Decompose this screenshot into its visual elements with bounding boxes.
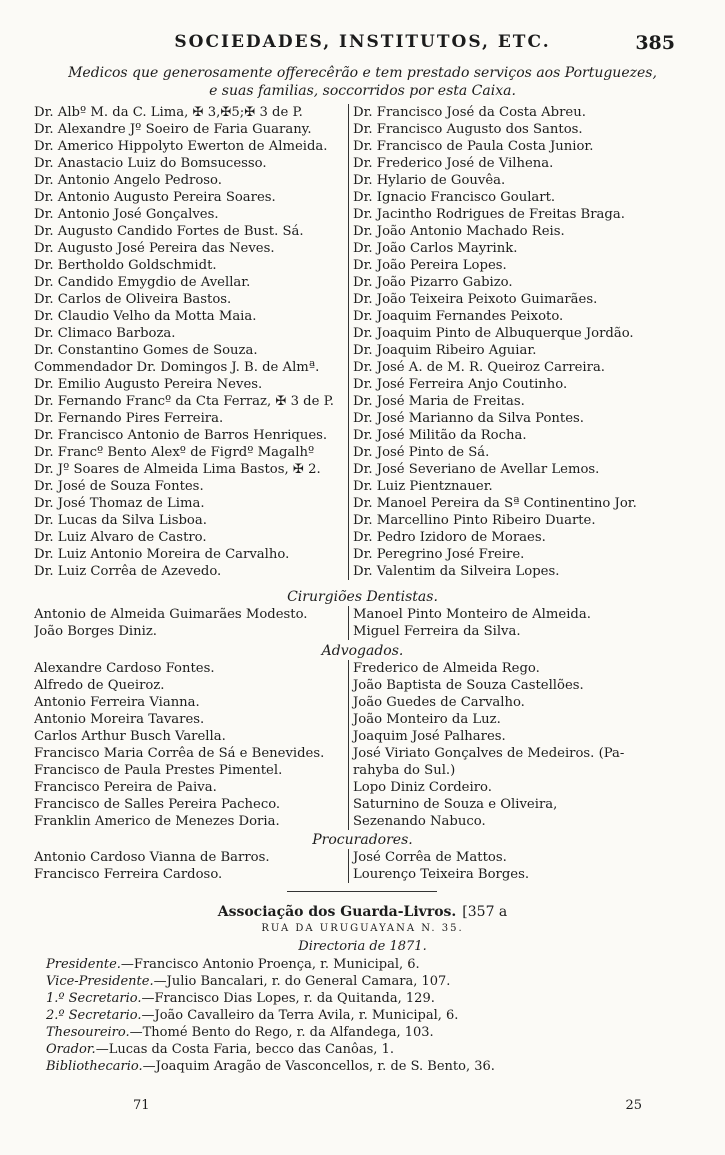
right-column-entry: Dr. José Severiano de Avellar Lemos. <box>348 461 692 478</box>
right-column-entry: Dr. José Pinto de Sá. <box>348 444 692 461</box>
left-column-entry: Dr. Luiz Antonio Moreira de Carvalho. <box>34 547 290 562</box>
left-column-entry: Dr. Albº M. da C. Lima, ✠ 3,✠5;✠ 3 de P. <box>34 105 303 120</box>
left-column-entry: Dr. Americo Hippolyto Ewerton de Almeida. <box>34 139 328 154</box>
medicos-list <box>34 104 692 580</box>
officer-entry <box>46 990 686 1007</box>
left-column-entry: Dr. Alexandre Jº Soeiro de Faria Guarany. <box>34 122 312 137</box>
list-row <box>34 325 692 342</box>
right-column-entry: Dr. José A. de M. R. Queiroz Carreira. <box>348 359 692 376</box>
right-column-entry: Frederico de Almeida Rego. <box>348 660 692 677</box>
left-column-entry: Dr. José Thomaz de Lima. <box>34 496 205 511</box>
left-column-entry: Dr. Luiz Alvaro de Castro. <box>34 530 207 545</box>
right-column-entry: Dr. João Antonio Machado Reis. <box>348 223 692 240</box>
left-column-entry: João Borges Diniz. <box>34 624 158 639</box>
left-column-entry: Dr. Carlos de Oliveira Bastos. <box>34 292 232 307</box>
left-column-entry: Dr. Bertholdo Goldschmidt. <box>34 258 217 273</box>
list-row <box>34 138 692 155</box>
officer-role: 1.º Secretario. <box>46 991 142 1006</box>
left-column-entry: Francisco Maria Corrêa de Sá e Benevides. <box>34 746 325 761</box>
officer-entry <box>46 1024 686 1041</box>
cirurgioes-heading: Cirurgiões Dentistas. <box>287 589 438 605</box>
left-column-entry: Dr. Francisco Antonio de Barros Henriques. <box>34 428 328 443</box>
right-column-entry: Manoel Pinto Monteiro de Almeida. <box>348 606 692 623</box>
left-column-entry: Francisco Ferreira Cardoso. <box>34 867 223 882</box>
officer-role: 2.º Secretario. <box>46 1008 142 1023</box>
list-row <box>34 206 692 223</box>
section-divider <box>287 891 437 892</box>
right-column-entry: Dr. Joaquim Fernandes Peixoto. <box>348 308 692 325</box>
procuradores-heading: Procuradores. <box>312 832 413 848</box>
officer-name: —Francisco Antonio Proença, r. Municipal, 6. <box>120 957 420 972</box>
left-column-entry: Antonio Moreira Tavares. <box>34 712 205 727</box>
right-column-entry: José Viriato Gonçalves de Medeiros. (Pa- <box>348 745 692 762</box>
right-column-entry: Dr. João Teixeira Peixoto Guimarães. <box>348 291 692 308</box>
officer-entry <box>46 1041 686 1058</box>
intro-line-2: e suas familias, soccorridos por esta Caixa. <box>209 83 516 99</box>
left-column-entry: Dr. Constantino Gomes de Souza. <box>34 343 258 358</box>
footer-signature-right: 25 <box>625 1098 642 1113</box>
officer-name: —Joaquim Aragão de Vasconcellos, r. de S. Bento, 36. <box>142 1059 495 1074</box>
associacao-title <box>0 902 725 922</box>
list-row <box>34 728 692 745</box>
list-row <box>34 745 692 762</box>
list-row <box>34 121 692 138</box>
right-column-entry: Dr. Francisco de Paula Costa Junior. <box>348 138 692 155</box>
officer-name: —Lucas da Costa Faria, becco das Canôas, 1. <box>95 1042 394 1057</box>
procuradores-list <box>34 849 692 883</box>
right-column-entry: Dr. Frederico José de Vilhena. <box>348 155 692 172</box>
list-row <box>34 393 692 410</box>
right-column-entry: João Guedes de Carvalho. <box>348 694 692 711</box>
list-row <box>34 849 692 866</box>
officer-name: —Julio Bancalari, r. do General Camara, 107. <box>153 974 451 989</box>
left-column-entry: Dr. Antonio Augusto Pereira Soares. <box>34 190 276 205</box>
associacao-address: RUA DA URUGUAYANA N. 35. <box>261 923 464 934</box>
advogados-list <box>34 660 692 830</box>
list-row <box>34 478 692 495</box>
right-column-entry: Dr. Francisco Augusto dos Santos. <box>348 121 692 138</box>
list-row <box>34 223 692 240</box>
list-row <box>34 376 692 393</box>
officer-entry <box>46 956 686 973</box>
officer-entry <box>46 1058 686 1075</box>
left-column-entry: Antonio Ferreira Vianna. <box>34 695 200 710</box>
page-header <box>40 32 685 58</box>
right-column-entry: Lopo Diniz Cordeiro. <box>348 779 692 796</box>
officer-entry <box>46 1007 686 1024</box>
right-column-entry: Dr. José Maria de Freitas. <box>348 393 692 410</box>
left-column-entry: Dr. Francº Bento Alexº de Figrdº Magalhº <box>34 445 315 460</box>
right-column-entry: Saturnino de Souza e Oliveira, <box>348 796 692 813</box>
right-column-entry: João Baptista de Souza Castellões. <box>348 677 692 694</box>
left-column-entry: Alexandre Cardoso Fontes. <box>34 661 215 676</box>
officer-role: Bibliothecario. <box>46 1059 143 1074</box>
left-column-entry: Francisco de Salles Pereira Pacheco. <box>34 797 281 812</box>
right-column-entry: Dr. José Ferreira Anjo Coutinho. <box>348 376 692 393</box>
left-column-entry: Dr. Jº Soares de Almeida Lima Bastos, ✠ 2. <box>34 462 321 477</box>
left-column-entry: Francisco de Paula Prestes Pimentel. <box>34 763 283 778</box>
list-row <box>34 694 692 711</box>
list-row <box>34 660 692 677</box>
left-column-entry: Dr. Claudio Velho da Motta Maia. <box>34 309 257 324</box>
list-row <box>34 563 692 580</box>
list-row <box>34 427 692 444</box>
left-column-entry: Dr. Luiz Corrêa de Azevedo. <box>34 564 222 579</box>
officer-role: Orador. <box>46 1042 96 1057</box>
left-column-entry: Antonio Cardoso Vianna de Barros. <box>34 850 270 865</box>
page-number: 385 <box>635 32 675 54</box>
right-column-entry: Dr. Francisco José da Costa Abreu. <box>348 104 692 121</box>
list-row <box>34 762 692 779</box>
cirurgioes-list <box>34 606 692 640</box>
officer-role: Vice-Presidente. <box>46 974 154 989</box>
advogados-heading: Advogados. <box>321 643 404 659</box>
officer-role: Thesoureiro. <box>46 1025 130 1040</box>
list-row <box>34 257 692 274</box>
right-column-entry: Dr. João Pereira Lopes. <box>348 257 692 274</box>
right-column-entry: Dr. Manoel Pereira da Sª Continentino Jor. <box>348 495 692 512</box>
list-row <box>34 495 692 512</box>
left-column-entry: Dr. Antonio Angelo Pedroso. <box>34 173 222 188</box>
list-row <box>34 606 692 623</box>
left-column-entry: Dr. Augusto José Pereira das Neves. <box>34 241 275 256</box>
left-column-entry: Dr. José de Souza Fontes. <box>34 479 204 494</box>
right-column-entry: Dr. Peregrino José Freire. <box>348 546 692 563</box>
right-column-entry: Dr. José Militão da Rocha. <box>348 427 692 444</box>
list-row <box>34 342 692 359</box>
left-column-entry: Dr. Augusto Candido Fortes de Bust. Sá. <box>34 224 304 239</box>
directoria-heading: Directoria de 1871. <box>298 939 427 954</box>
right-column-entry: Dr. Valentim da Silveira Lopes. <box>348 563 692 580</box>
list-row <box>34 677 692 694</box>
officer-name: —Thomé Bento do Rego, r. da Alfandega, 103. <box>129 1025 434 1040</box>
list-row <box>34 155 692 172</box>
associacao-number: [357 a <box>462 904 508 920</box>
right-column-entry: Sezenando Nabuco. <box>348 813 692 830</box>
list-row <box>34 546 692 563</box>
right-column-entry: Lourenço Teixeira Borges. <box>348 866 692 883</box>
left-column-entry: Dr. Lucas da Silva Lisboa. <box>34 513 207 528</box>
left-column-entry: Dr. Climaco Barboza. <box>34 326 176 341</box>
left-column-entry: Francisco Pereira de Paiva. <box>34 780 217 795</box>
left-column-entry: Carlos Arthur Busch Varella. <box>34 729 226 744</box>
list-row <box>34 172 692 189</box>
associacao-name: Associação dos Guarda-Livros. <box>217 904 457 920</box>
left-column-entry: Dr. Candido Emygdio de Avellar. <box>34 275 251 290</box>
right-column-entry: Dr. Marcellino Pinto Ribeiro Duarte. <box>348 512 692 529</box>
footer-signature-left: 71 <box>133 1098 150 1113</box>
intro-line-1: Medicos que generosamente offerecêrão e tem prestado serviços aos Portuguezes, <box>68 65 657 81</box>
right-column-entry: rahyba do Sul.) <box>348 762 692 779</box>
right-column-entry: Dr. Pedro Izidoro de Moraes. <box>348 529 692 546</box>
left-column-entry: Dr. Antonio José Gonçalves. <box>34 207 219 222</box>
running-title: SOCIEDADES, INSTITUTOS, ETC. <box>174 32 551 52</box>
right-column-entry: Dr. José Marianno da Silva Pontes. <box>348 410 692 427</box>
list-row <box>34 189 692 206</box>
list-row <box>34 359 692 376</box>
left-column-entry: Dr. Emilio Augusto Pereira Neves. <box>34 377 263 392</box>
right-column-entry: José Corrêa de Mattos. <box>348 849 692 866</box>
list-row <box>34 529 692 546</box>
right-column-entry: Joaquim José Palhares. <box>348 728 692 745</box>
right-column-entry: Dr. Jacintho Rodrigues de Freitas Braga. <box>348 206 692 223</box>
left-column-entry: Antonio de Almeida Guimarães Modesto. <box>34 607 308 622</box>
officers-list <box>46 956 686 1075</box>
officer-name: —João Cavalleiro da Terra Avila, r. Municipal, 6. <box>141 1008 459 1023</box>
right-column-entry: Dr. Ignacio Francisco Goulart. <box>348 189 692 206</box>
left-column-entry: Dr. Fernando Pires Ferreira. <box>34 411 224 426</box>
list-row <box>34 813 692 830</box>
list-row <box>34 444 692 461</box>
list-row <box>34 104 692 121</box>
list-row <box>34 512 692 529</box>
section-intro <box>28 64 697 100</box>
list-row <box>34 779 692 796</box>
list-row <box>34 308 692 325</box>
list-row <box>34 796 692 813</box>
officer-name: —Francisco Dias Lopes, r. da Quitanda, 129. <box>141 991 435 1006</box>
list-row <box>34 291 692 308</box>
right-column-entry: João Monteiro da Luz. <box>348 711 692 728</box>
right-column-entry: Dr. João Carlos Mayrink. <box>348 240 692 257</box>
right-column-entry: Dr. Hylario de Gouvêa. <box>348 172 692 189</box>
left-column-entry: Franklin Americo de Menezes Doria. <box>34 814 280 829</box>
list-row <box>34 866 692 883</box>
officer-entry <box>46 973 686 990</box>
list-row <box>34 623 692 640</box>
right-column-entry: Dr. João Pizarro Gabizo. <box>348 274 692 291</box>
right-column-entry: Dr. Luiz Pientznauer. <box>348 478 692 495</box>
page-footer <box>0 1098 725 1118</box>
left-column-entry: Commendador Dr. Domingos J. B. de Almª. <box>34 360 320 375</box>
list-row <box>34 711 692 728</box>
right-column-entry: Miguel Ferreira da Silva. <box>348 623 692 640</box>
list-row <box>34 240 692 257</box>
list-row <box>34 410 692 427</box>
list-row <box>34 461 692 478</box>
left-column-entry: Alfredo de Queiroz. <box>34 678 165 693</box>
left-column-entry: Dr. Fernando Francº da Cta Ferraz, ✠ 3 de P. <box>34 394 334 409</box>
right-column-entry: Dr. Joaquim Pinto de Albuquerque Jordão. <box>348 325 692 342</box>
left-column-entry: Dr. Anastacio Luiz do Bomsucesso. <box>34 156 267 171</box>
right-column-entry: Dr. Joaquim Ribeiro Aguiar. <box>348 342 692 359</box>
officer-role: Presidente. <box>46 957 121 972</box>
list-row <box>34 274 692 291</box>
